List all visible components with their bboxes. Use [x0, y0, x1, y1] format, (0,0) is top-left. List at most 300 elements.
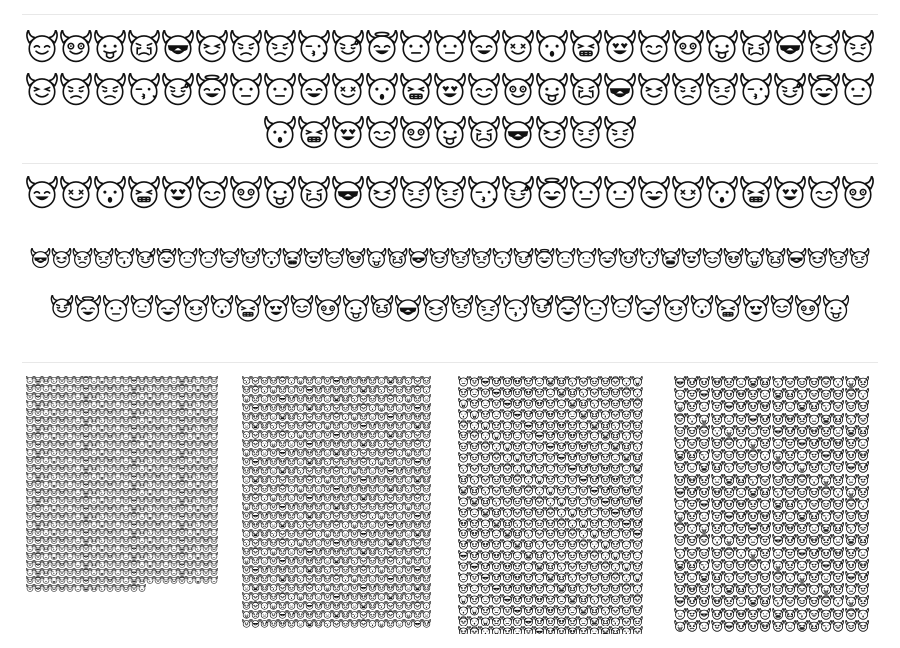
devil-face-icon	[589, 496, 600, 507]
devil-face-icon	[784, 486, 796, 498]
devil-face-icon	[303, 248, 324, 269]
devil-face-icon	[202, 432, 210, 440]
devil-face-icon	[567, 518, 578, 529]
devil-face-icon	[332, 421, 341, 430]
devil-face-icon	[698, 437, 710, 449]
devil-face-icon	[210, 488, 218, 496]
devil-face-icon	[278, 385, 287, 394]
devil-face-icon	[359, 529, 368, 538]
devil-face-icon	[341, 610, 350, 619]
devil-face-icon	[296, 421, 305, 430]
devil-face-icon	[34, 376, 42, 384]
devil-face-icon	[773, 30, 807, 64]
devil-face-icon	[413, 574, 422, 583]
devil-face-icon	[194, 440, 202, 448]
devil-face-icon	[600, 583, 611, 594]
devil-face-icon	[458, 507, 469, 518]
devil-face-icon	[114, 472, 122, 480]
devil-face-icon	[469, 572, 480, 583]
devil-face-icon	[857, 534, 869, 546]
devil-face-icon	[639, 248, 660, 269]
devil-face-icon	[784, 583, 796, 595]
devil-face-icon	[106, 584, 114, 592]
devil-face-icon	[711, 486, 723, 498]
devil-face-icon	[556, 452, 567, 463]
devil-face-icon	[723, 583, 735, 595]
devil-face-icon	[845, 400, 857, 412]
devil-face-icon	[186, 424, 194, 432]
devil-face-icon	[194, 464, 202, 472]
devil-face-icon	[634, 295, 662, 323]
devil-face-icon	[82, 480, 90, 488]
devil-face-icon	[820, 608, 832, 620]
devil-face-icon	[735, 425, 747, 437]
devil-face-icon	[365, 30, 399, 64]
devil-face-icon	[278, 565, 287, 574]
devil-face-icon	[480, 496, 491, 507]
devil-face-icon	[242, 475, 251, 484]
devil-face-icon	[784, 595, 796, 607]
devil-face-icon	[820, 620, 832, 632]
devil-face-icon	[686, 534, 698, 546]
devil-face-icon	[341, 439, 350, 448]
devil-face-icon	[269, 475, 278, 484]
devil-face-icon	[377, 583, 386, 592]
devil-face-icon	[332, 484, 341, 493]
devil-face-icon	[370, 295, 394, 319]
devil-face-icon	[138, 424, 146, 432]
devil-face-icon	[589, 561, 600, 572]
devil-face-icon	[154, 528, 162, 536]
devil-face-icon	[90, 432, 98, 440]
devil-face-icon	[820, 376, 832, 388]
devil-face-icon	[287, 502, 296, 511]
devil-face-icon	[759, 388, 771, 400]
devil-face-icon	[567, 583, 578, 594]
devil-face-icon	[686, 437, 698, 449]
devil-face-icon	[98, 456, 106, 464]
devil-face-icon	[359, 493, 368, 502]
devil-face-icon	[600, 452, 611, 463]
devil-face-icon	[34, 384, 42, 392]
devil-face-icon	[278, 583, 287, 592]
devil-face-icon	[820, 437, 832, 449]
devil-face-icon	[512, 594, 523, 605]
devil-face-icon	[242, 412, 251, 421]
devil-face-icon	[154, 576, 162, 584]
devil-face-icon	[845, 413, 857, 425]
devil-face-icon	[50, 528, 58, 536]
devil-face-icon	[114, 528, 122, 536]
devil-face-icon	[377, 448, 386, 457]
devil-face-icon	[296, 547, 305, 556]
devil-face-icon	[154, 568, 162, 576]
devil-face-icon	[154, 504, 162, 512]
devil-face-icon	[122, 488, 130, 496]
devil-face-icon	[82, 456, 90, 464]
devil-face-icon	[820, 583, 832, 595]
devil-face-icon	[808, 413, 820, 425]
devil-face-icon	[723, 571, 735, 583]
devil-face-icon	[130, 448, 138, 456]
devil-face-icon	[341, 520, 350, 529]
devil-face-icon	[122, 496, 130, 504]
devil-face-icon	[845, 461, 857, 473]
devil-face-icon	[210, 504, 218, 512]
devil-face-icon	[386, 421, 395, 430]
devil-face-icon	[377, 556, 386, 565]
devil-face-icon	[82, 392, 90, 400]
devil-face-icon	[458, 539, 469, 550]
devil-face-icon	[759, 461, 771, 473]
devil-face-icon	[278, 493, 287, 502]
devil-face-icon	[686, 376, 698, 388]
devil-face-icon	[82, 488, 90, 496]
devil-face-icon	[747, 547, 759, 559]
devil-face-icon	[26, 536, 34, 544]
devil-face-icon	[26, 512, 34, 520]
devil-face-icon	[25, 30, 59, 64]
devil-face-icon	[632, 387, 643, 398]
devil-face-icon	[194, 560, 202, 568]
devil-face-icon	[58, 440, 66, 448]
devil-face-icon	[82, 400, 90, 408]
devil-face-icon	[314, 376, 323, 385]
devil-face-icon	[58, 560, 66, 568]
devil-face-icon	[698, 486, 710, 498]
devil-face-icon	[50, 560, 58, 568]
devil-face-icon	[368, 511, 377, 520]
devil-face-icon	[832, 595, 844, 607]
devil-face-icon	[377, 376, 386, 385]
devil-face-icon	[686, 461, 698, 473]
devil-face-icon	[98, 448, 106, 456]
devil-face-icon	[621, 420, 632, 431]
devil-face-icon	[114, 480, 122, 488]
devil-face-icon	[422, 529, 431, 538]
devil-face-icon	[82, 520, 90, 528]
devil-face-icon	[377, 430, 386, 439]
devil-face-icon	[512, 561, 523, 572]
devil-face-icon	[332, 439, 341, 448]
devil-face-icon	[770, 295, 794, 319]
devil-face-icon	[74, 584, 82, 592]
devil-face-icon	[130, 432, 138, 440]
devil-face-icon	[296, 412, 305, 421]
devil-face-icon	[42, 576, 50, 584]
devil-face-icon	[759, 559, 771, 571]
devil-face-icon	[705, 73, 739, 107]
devil-face-icon	[698, 474, 710, 486]
devil-face-icon	[278, 457, 287, 466]
devil-face-icon	[359, 619, 368, 628]
devil-face-icon	[74, 295, 102, 323]
devil-face-icon	[404, 565, 413, 574]
devil-face-icon	[287, 538, 296, 547]
devil-face-icon	[178, 536, 186, 544]
devil-face-icon	[269, 556, 278, 565]
devil-face-icon	[178, 392, 186, 400]
devil-face-icon	[512, 409, 523, 420]
devil-face-icon	[491, 616, 502, 627]
devil-face-icon	[589, 376, 600, 387]
devil-face-icon	[556, 496, 567, 507]
devil-face-icon	[194, 480, 202, 488]
devil-face-icon	[832, 388, 844, 400]
devil-face-icon	[469, 583, 480, 594]
devil-face-icon	[368, 448, 377, 457]
devil-face-icon	[759, 608, 771, 620]
devil-face-icon	[332, 511, 341, 520]
devil-face-icon	[178, 400, 186, 408]
devil-face-icon	[323, 403, 332, 412]
devil-face-icon	[114, 552, 122, 560]
devil-face-icon	[554, 295, 582, 323]
devil-face-icon	[341, 376, 350, 385]
devil-face-icon	[170, 448, 178, 456]
devil-face-icon	[251, 547, 260, 556]
devil-face-icon	[332, 565, 341, 574]
devil-face-icon	[698, 608, 710, 620]
devil-face-icon	[808, 400, 820, 412]
devil-face-icon	[377, 421, 386, 430]
devil-face-icon	[796, 595, 808, 607]
devil-face-icon	[106, 480, 114, 488]
devil-face-icon	[545, 561, 556, 572]
devil-face-icon	[784, 388, 796, 400]
devil-face-icon	[350, 610, 359, 619]
devil-face-icon	[796, 571, 808, 583]
devil-face-icon	[359, 565, 368, 574]
devil-face-icon	[404, 610, 413, 619]
devil-face-icon	[784, 620, 796, 632]
devil-face-icon	[170, 560, 178, 568]
devil-face-icon	[287, 565, 296, 574]
devil-face-icon	[413, 466, 422, 475]
devil-face-icon	[242, 556, 251, 565]
devil-face-icon	[578, 496, 589, 507]
devil-face-icon	[178, 440, 186, 448]
devil-face-icon	[194, 448, 202, 456]
devil-face-icon	[242, 511, 251, 520]
devil-face-icon	[229, 30, 263, 64]
devil-face-icon	[106, 384, 114, 392]
devil-face-icon	[269, 385, 278, 394]
devil-face-icon	[305, 475, 314, 484]
devil-face-icon	[545, 626, 556, 634]
devil-face-icon	[621, 605, 632, 616]
devil-face-icon	[686, 498, 698, 510]
devil-face-icon	[686, 583, 698, 595]
devil-face-icon	[130, 408, 138, 416]
devil-face-icon	[404, 430, 413, 439]
devil-face-icon	[154, 416, 162, 424]
devil-face-icon	[674, 437, 686, 449]
devil-face-icon	[772, 388, 784, 400]
devil-face-icon	[556, 474, 567, 485]
devil-face-icon	[305, 520, 314, 529]
devil-face-icon	[723, 608, 735, 620]
devil-face-icon	[122, 544, 130, 552]
devil-face-icon	[784, 437, 796, 449]
devil-face-icon	[845, 608, 857, 620]
devil-face-icon	[26, 552, 34, 560]
devil-face-icon	[458, 518, 469, 529]
devil-face-icon	[772, 413, 784, 425]
devil-face-icon	[502, 420, 513, 431]
devil-face-icon	[251, 493, 260, 502]
devil-face-icon	[93, 73, 127, 107]
devil-face-icon	[422, 475, 431, 484]
devil-face-icon	[323, 448, 332, 457]
devil-face-icon	[106, 544, 114, 552]
devil-face-icon	[698, 413, 710, 425]
devil-face-icon	[386, 466, 395, 475]
devil-face-icon	[845, 449, 857, 461]
devil-face-icon	[34, 584, 42, 592]
devil-face-icon	[130, 464, 138, 472]
devil-face-icon	[404, 421, 413, 430]
devil-face-icon	[122, 576, 130, 584]
devil-face-icon	[469, 539, 480, 550]
devil-face-icon	[269, 439, 278, 448]
devil-face-icon	[154, 295, 182, 323]
devil-face-icon	[747, 522, 759, 534]
devil-face-icon	[621, 387, 632, 398]
devil-face-icon	[502, 452, 513, 463]
devil-face-icon	[90, 480, 98, 488]
devil-face-icon	[796, 608, 808, 620]
devil-face-icon	[98, 376, 106, 384]
devil-face-icon	[600, 594, 611, 605]
devil-face-icon	[686, 474, 698, 486]
devil-face-icon	[632, 409, 643, 420]
devil-face-icon	[723, 425, 735, 437]
devil-face-icon	[567, 452, 578, 463]
devil-face-icon	[502, 398, 513, 409]
devil-face-icon	[323, 538, 332, 547]
devil-face-icon	[808, 534, 820, 546]
devil-face-icon	[278, 484, 287, 493]
devil-face-icon	[242, 484, 251, 493]
devil-face-icon	[368, 556, 377, 565]
devil-face-icon	[820, 486, 832, 498]
devil-face-icon	[759, 534, 771, 546]
devil-face-icon	[350, 592, 359, 601]
devil-face-icon	[857, 449, 869, 461]
devil-face-icon	[845, 522, 857, 534]
devil-face-icon	[50, 504, 58, 512]
devil-face-icon	[146, 416, 154, 424]
devil-face-icon	[74, 496, 82, 504]
devil-face-icon	[556, 398, 567, 409]
devil-face-icon	[610, 496, 621, 507]
devil-face-icon	[138, 400, 146, 408]
devil-face-icon	[597, 248, 618, 269]
devil-face-icon	[98, 568, 106, 576]
devil-face-icon	[621, 398, 632, 409]
devil-face-icon	[413, 538, 422, 547]
devil-face-icon	[832, 425, 844, 437]
devil-face-icon	[194, 384, 202, 392]
devil-face-icon	[480, 518, 491, 529]
devil-face-icon	[178, 552, 186, 560]
devil-face-icon	[106, 520, 114, 528]
devil-face-icon	[341, 421, 350, 430]
devil-face-icon	[413, 421, 422, 430]
devil-face-icon	[458, 376, 469, 387]
devil-face-icon	[161, 30, 195, 64]
devil-face-icon	[512, 626, 523, 634]
devil-face-icon	[567, 539, 578, 550]
devil-face-icon	[469, 398, 480, 409]
devil-face-icon	[433, 176, 467, 210]
devil-face-icon	[122, 584, 130, 592]
devil-face-icon	[34, 400, 42, 408]
devil-face-icon	[350, 412, 359, 421]
devil-face-icon	[162, 392, 170, 400]
devil-face-icon	[386, 457, 395, 466]
devil-face-icon	[106, 536, 114, 544]
devil-face-icon	[796, 437, 808, 449]
devil-face-icon	[832, 620, 844, 632]
devil-face-icon	[202, 568, 210, 576]
devil-face-icon	[296, 439, 305, 448]
devil-face-icon	[632, 616, 643, 627]
devil-face-icon	[686, 522, 698, 534]
devil-face-icon	[296, 493, 305, 502]
devil-face-icon	[698, 449, 710, 461]
devil-face-icon	[784, 547, 796, 559]
devil-face-icon	[772, 522, 784, 534]
devil-face-icon	[589, 452, 600, 463]
devil-face-icon	[600, 539, 611, 550]
devil-face-icon	[534, 626, 545, 634]
devil-face-icon	[210, 528, 218, 536]
devil-face-icon	[122, 520, 130, 528]
devil-face-icon	[794, 295, 822, 323]
devil-face-icon	[263, 176, 297, 210]
devil-face-icon	[170, 456, 178, 464]
devil-face-icon	[469, 430, 480, 441]
devil-face-icon	[297, 73, 331, 107]
devil-face-icon	[735, 498, 747, 510]
devil-face-icon	[341, 394, 350, 403]
devil-face-icon	[162, 448, 170, 456]
devil-face-icon	[556, 561, 567, 572]
devil-face-icon	[582, 295, 610, 323]
devil-face-icon	[747, 413, 759, 425]
devil-face-icon	[50, 432, 58, 440]
devil-face-icon	[773, 176, 807, 210]
devil-face-icon	[395, 385, 404, 394]
devil-face-icon	[808, 522, 820, 534]
devil-face-icon	[368, 574, 377, 583]
devil-face-icon	[784, 559, 796, 571]
devil-face-icon	[161, 73, 195, 107]
devil-face-icon	[90, 408, 98, 416]
devil-face-icon	[534, 474, 545, 485]
devil-face-icon	[735, 388, 747, 400]
devil-face-icon	[50, 520, 58, 528]
devil-face-icon	[491, 594, 502, 605]
devil-face-icon	[269, 520, 278, 529]
devil-face-icon	[194, 520, 202, 528]
devil-face-icon	[269, 592, 278, 601]
devil-face-icon	[194, 432, 202, 440]
devil-face-icon	[567, 605, 578, 616]
devil-face-icon	[621, 507, 632, 518]
